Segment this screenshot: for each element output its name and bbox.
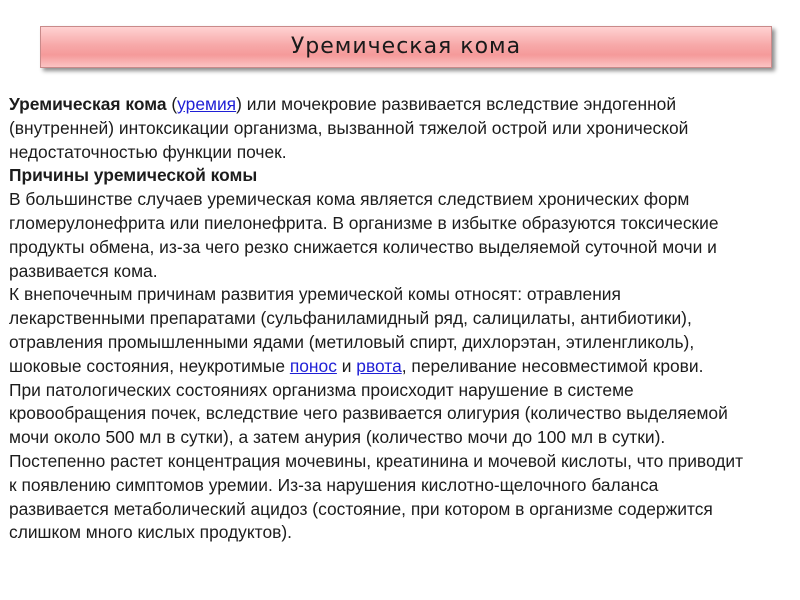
causes-paragraph-2 xyxy=(9,283,754,378)
causes-heading-text: Причины уремической комы xyxy=(9,165,258,186)
causes-heading xyxy=(9,164,754,188)
slide-title-banner xyxy=(40,26,772,68)
slide-body xyxy=(9,93,754,545)
vomiting-link[interactable]: рвота xyxy=(356,355,402,376)
causes-paragraph-1: В большинстве случаев уремическая кома является следствием хронических форм гломерулонефрита или пиелонефрита. В организме в избытке образуются токсические продукты обмена, из-за чего резко снижается количество выделяемой суточной мочи и развивается кома. xyxy=(9,189,719,281)
intro-term: Уремическая кома xyxy=(9,94,167,114)
pathology-paragraph: При патологических состояниях организма происходит нарушение в системе кровообращения почек, вследствие чего развивается олигурия (количество выделяемой мочи около 500 мл в сутки), а затем анурия (количество мочи до 100 мл в сутки). Постепенно растет концентрация мочевины, креатинина и мочевой кислоты, что приводит к появлению симптомов уремии. Из-за нарушения кислотно-щелочного баланса развивается метаболический ацидоз (состояние, при котором в организме содержится слишком много кислых продуктов). xyxy=(9,379,744,543)
uremia-link[interactable]: уремия xyxy=(177,94,237,114)
intro-paragraph xyxy=(9,93,754,164)
paragraph2-text-before: К внепочечным причинам развития уремической комы относят: отравления лекарственными препаратами (сульфаниламидный ряд, салицилаты, антибиотики), отравления промышленными ядами (метиловый спирт, дихлорэтан, этиленгликоль), шоковые состояния, неукротимые xyxy=(9,284,695,376)
intro-paren-open: ( xyxy=(166,94,178,114)
diarrhea-link[interactable]: понос xyxy=(289,355,337,376)
slide-title: Уремическая кома xyxy=(290,33,522,59)
paragraph2-conj: и xyxy=(336,355,357,376)
intro-rest: ) или мочекровие развивается вследствие эндогенной (внутренней) интоксикации организма, вызванной тяжелой острой или хронической недостаточностью функции почек. xyxy=(9,94,689,162)
paragraph2-text-after: , переливание несовместимой крови. xyxy=(401,355,704,376)
